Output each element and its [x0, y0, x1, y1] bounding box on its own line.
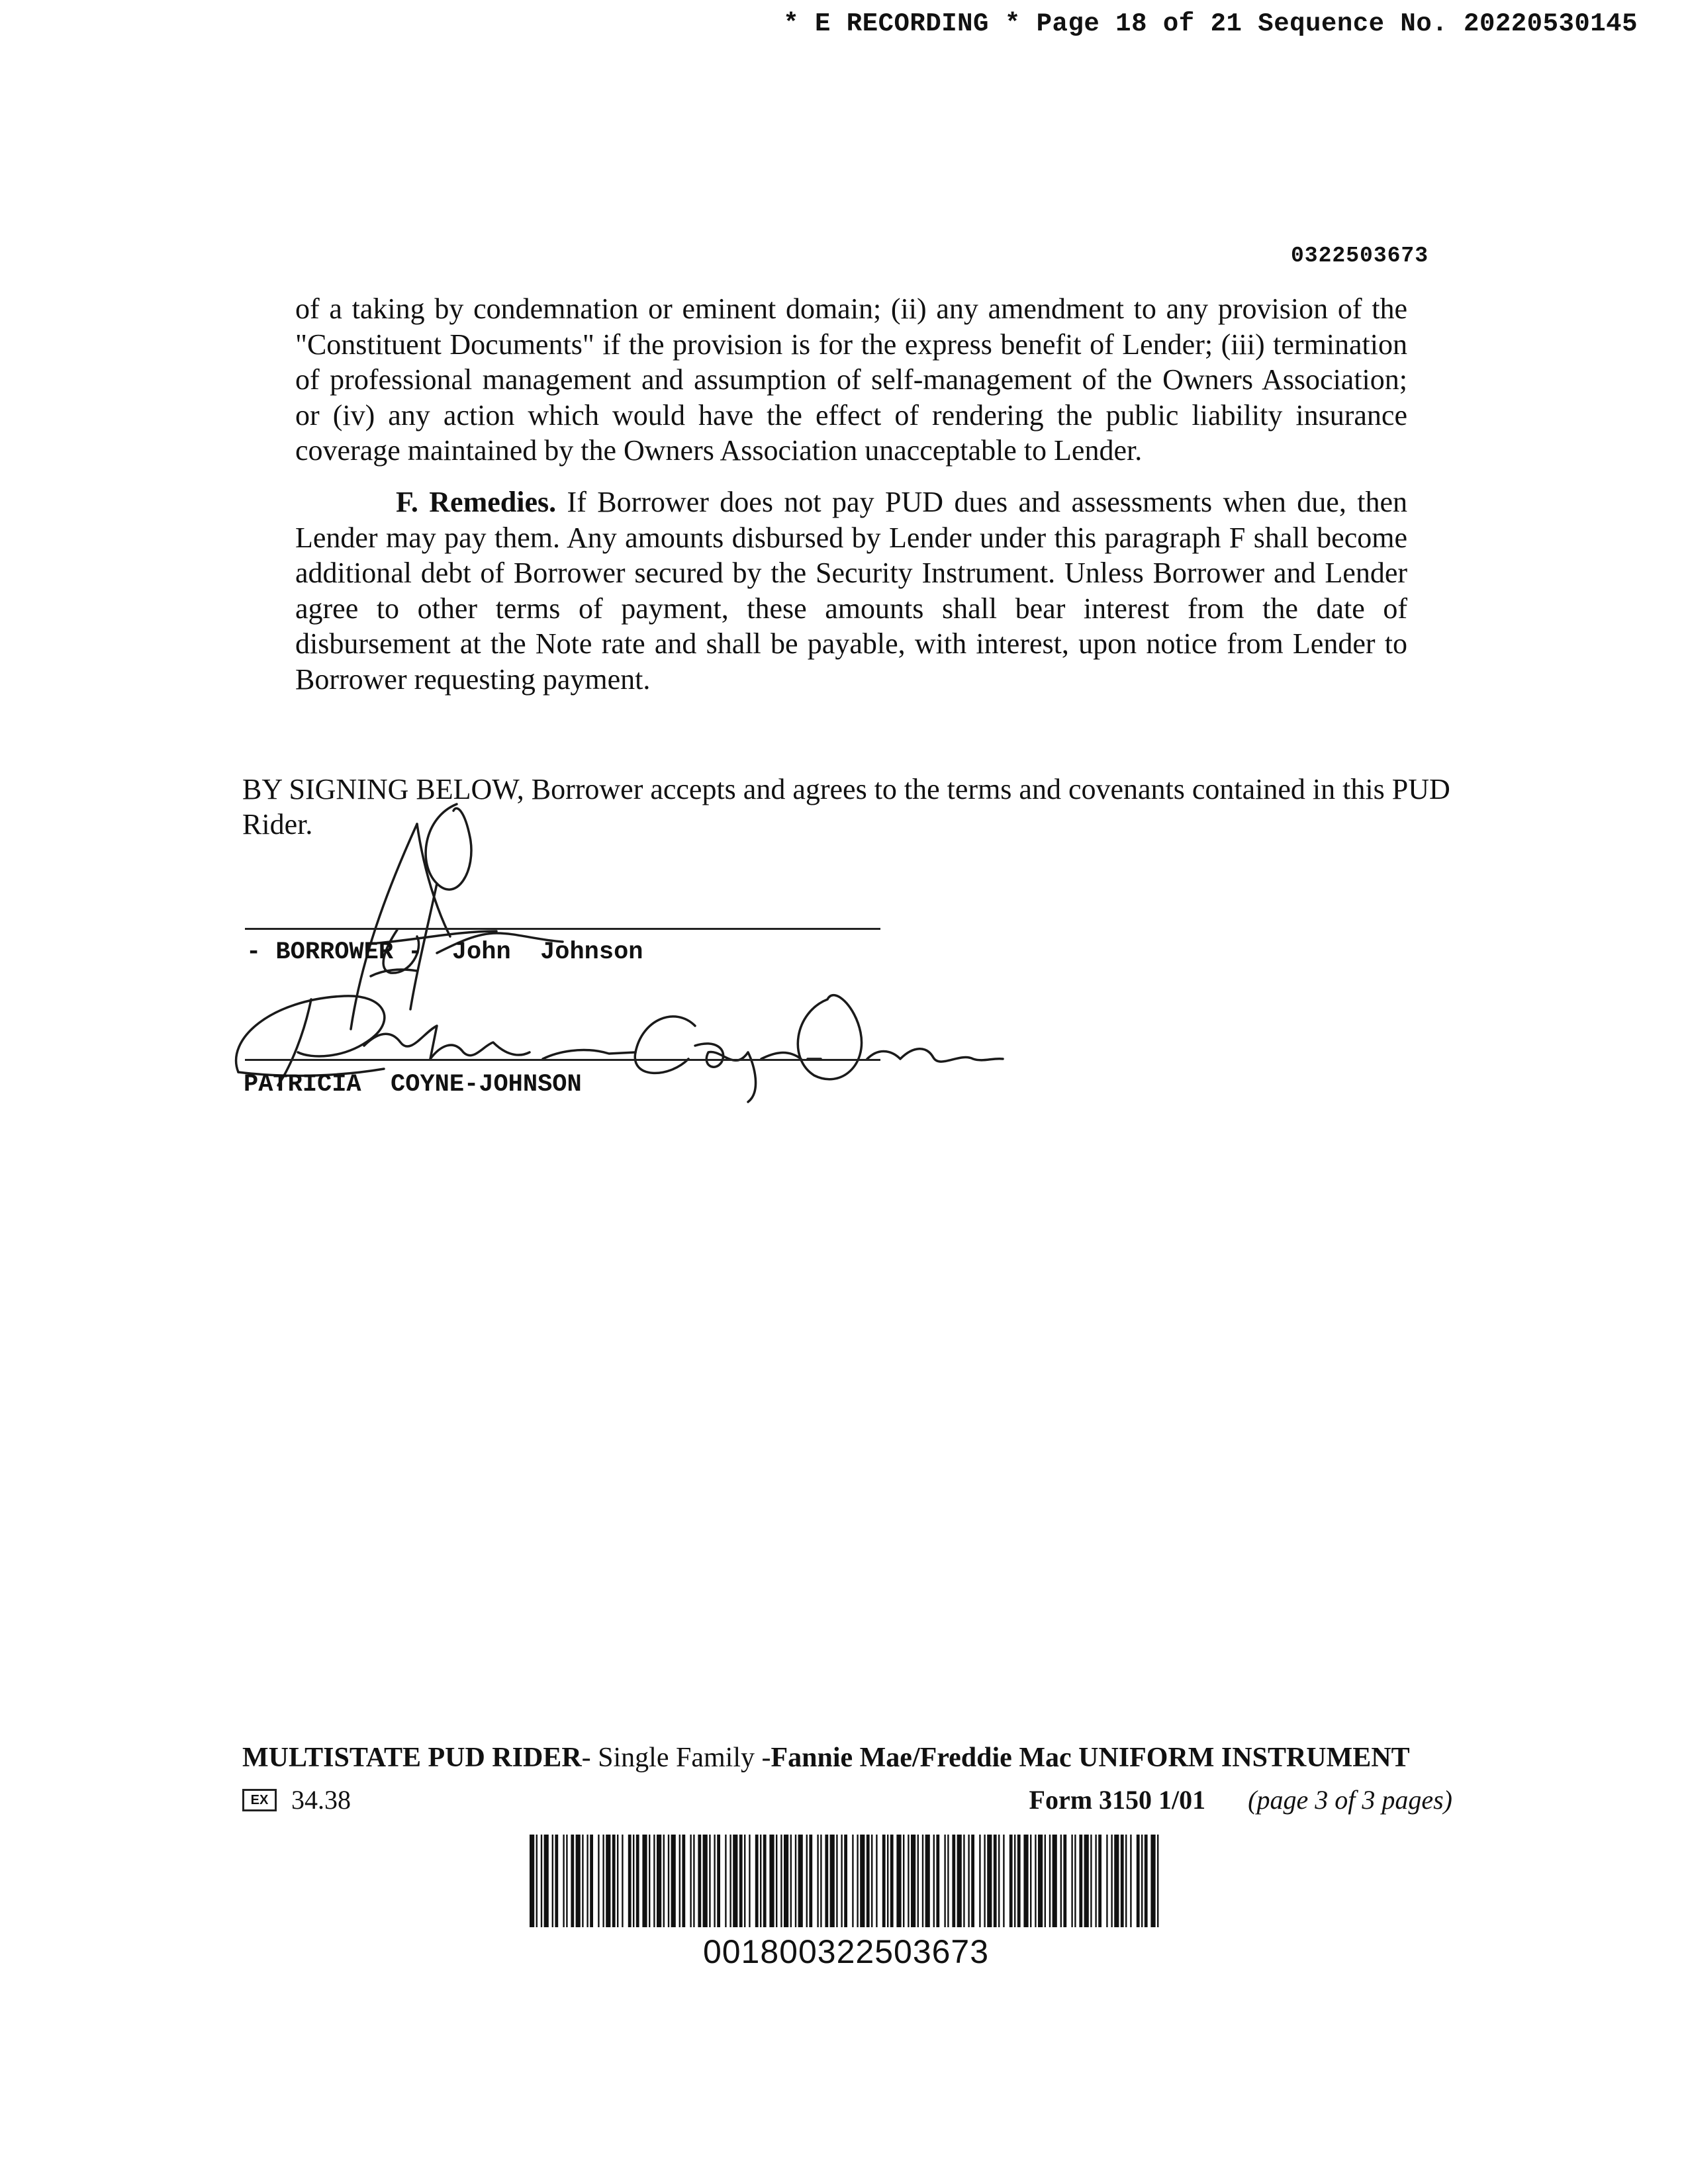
barcode-bar: [944, 1835, 945, 1927]
barcode-bar: [825, 1835, 828, 1927]
barcode-bar: [1157, 1835, 1158, 1927]
footer-form-info: [1029, 1784, 1452, 1815]
barcode-bar: [733, 1835, 737, 1927]
barcode-bar: [987, 1835, 992, 1927]
barcode-bar: [922, 1835, 923, 1927]
barcode-bar: [571, 1835, 574, 1927]
barcode-bar: [780, 1835, 782, 1927]
barcode-bar: [586, 1835, 588, 1927]
barcode-bar: [806, 1835, 808, 1927]
barcode-bar: [784, 1835, 788, 1927]
footer-title: [242, 1742, 1410, 1774]
barcode-bar: [703, 1835, 708, 1927]
barcode-bar: [1121, 1835, 1124, 1927]
barcode-bar: [1084, 1835, 1089, 1927]
barcode-bar: [963, 1835, 964, 1927]
barcode-bar: [544, 1835, 549, 1927]
barcode-bar: [622, 1835, 623, 1927]
barcode-bar: [739, 1835, 743, 1927]
barcode-bar: [653, 1835, 655, 1927]
signing-statement: BY SIGNING BELOW, Borrower accepts and agrees to the terms and covenants contained in this PUD Rider.: [242, 773, 1450, 841]
barcode-bar: [555, 1835, 558, 1927]
recording-header: * E RECORDING * Page 18 of 21 Sequence No. 20220530145: [783, 9, 1638, 38]
barcode-bar: [1095, 1835, 1096, 1927]
barcode-bar: [602, 1835, 604, 1927]
barcode-bar: [769, 1835, 774, 1927]
barcode-bar: [876, 1835, 877, 1927]
barcode-bar: [606, 1835, 610, 1927]
barcode-bar: [1150, 1835, 1155, 1927]
barcode-bar: [1137, 1835, 1140, 1927]
barcode-bar: [1003, 1835, 1004, 1927]
barcode-bar: [994, 1835, 997, 1927]
barcode-bar: [817, 1835, 818, 1927]
barcode-bar: [755, 1835, 759, 1927]
barcode-bar: [530, 1835, 534, 1927]
barcode-bar: [642, 1835, 647, 1927]
borrower-2-label: PATRICIA COYNE-JOHNSON: [244, 1071, 582, 1099]
barcode-bar: [1035, 1835, 1036, 1927]
barcode-bar: [657, 1835, 661, 1927]
barcode-bar: [998, 1835, 1000, 1927]
barcode-bar: [663, 1835, 665, 1927]
barcode-bar: [1098, 1835, 1102, 1927]
barcode-bar: [971, 1835, 974, 1927]
barcode-bar: [1053, 1835, 1057, 1927]
barcode-bar: [984, 1835, 985, 1927]
barcode-bar: [617, 1835, 618, 1927]
barcode-bar: [1030, 1835, 1031, 1927]
barcode-bar: [887, 1835, 888, 1927]
barcode-bar: [679, 1835, 680, 1927]
barcode-bar: [1141, 1835, 1143, 1927]
barcode-bar: [552, 1835, 553, 1927]
barcode-bar: [1017, 1835, 1021, 1927]
barcode-number: 001800322503673: [702, 1933, 990, 1970]
loan-number: 0322503673: [1291, 244, 1429, 268]
barcode-bar: [1014, 1835, 1015, 1927]
barcode-bar: [536, 1835, 538, 1927]
barcode-bar: [582, 1835, 583, 1927]
barcode-bar: [896, 1835, 901, 1927]
paragraph-remedies: [295, 484, 1407, 697]
footer-title-part-2: - Single Family -: [581, 1743, 771, 1773]
barcode-bar: [1125, 1835, 1127, 1927]
barcode-bar: [798, 1835, 803, 1927]
barcode-bar: [576, 1835, 581, 1927]
barcode-bar: [1063, 1835, 1066, 1927]
barcode-bar: [763, 1835, 767, 1927]
barcode-bar: [957, 1835, 962, 1927]
form-code-text: 34.38: [291, 1785, 351, 1815]
barcode-bar: [729, 1835, 731, 1927]
barcode-bar: [857, 1835, 858, 1927]
barcode-bar: [790, 1835, 792, 1927]
barcode-bar: [668, 1835, 669, 1927]
barcode-bar: [1045, 1835, 1046, 1927]
barcode-bar: [598, 1835, 599, 1927]
barcode-bar: [633, 1835, 634, 1927]
barcode-bar: [749, 1835, 750, 1927]
page-info: (page 3 of 3 pages): [1248, 1785, 1452, 1815]
barcode-bar: [698, 1835, 701, 1927]
barcode-bar: [1114, 1835, 1119, 1927]
footer-title-part-1: MULTISTATE PUD RIDER: [242, 1743, 582, 1773]
barcode-bar: [541, 1835, 542, 1927]
form-number: Form 3150 1/01: [1029, 1785, 1206, 1815]
barcode-bar: [890, 1835, 894, 1927]
barcode-bar: [908, 1835, 909, 1927]
barcode-bar: [760, 1835, 761, 1927]
barcode-bar: [1074, 1835, 1076, 1927]
barcode-bar: [1106, 1835, 1107, 1927]
barcode-bar: [820, 1835, 821, 1927]
barcode-bar: [690, 1835, 691, 1927]
borrower-1-label: - BORROWER - John Johnson: [246, 938, 643, 966]
barcode-bar: [841, 1835, 842, 1927]
barcode-bar: [903, 1835, 904, 1927]
barcode-bar: [1009, 1835, 1013, 1927]
barcode-bar: [925, 1835, 930, 1927]
barcode-bar: [717, 1835, 720, 1927]
barcode-bar: [947, 1835, 949, 1927]
barcode: [528, 1835, 1164, 1927]
barcode-bar: [952, 1835, 955, 1927]
barcode-bar: [671, 1835, 676, 1927]
barcode-bar: [917, 1835, 919, 1927]
barcode-bar: [693, 1835, 694, 1927]
barcode-bar: [979, 1835, 980, 1927]
barcode-bar: [1079, 1835, 1082, 1927]
paragraph-continued: of a taking by condemnation or eminent domain; (ii) any amendment to any provision of the "Constituent Documents" if the provision is for the express benefit of Lender; (iii) termination of professional management and assumption of self-management of the Owners Association; or (iv) any action which would have the effect of rendering the public liability insurance coverage maintained by the Owners Association unacceptable to Lender.: [295, 293, 1407, 467]
barcode-bar: [1023, 1835, 1028, 1927]
footer-form-code: [242, 1784, 351, 1815]
barcode-bar: [968, 1835, 969, 1927]
barcode-bar: [860, 1835, 865, 1927]
barcode-bar: [867, 1835, 870, 1927]
barcode-bar: [590, 1835, 593, 1927]
signature-line-borrower-1: [245, 928, 880, 930]
barcode-bar: [836, 1835, 837, 1927]
barcode-bar: [1111, 1835, 1112, 1927]
barcode-bar: [612, 1835, 616, 1927]
barcode-bar: [830, 1835, 835, 1927]
form-code-icon: EX: [242, 1789, 277, 1811]
remedies-text: If Borrower does not pay PUD dues and assessments when due, then Lender may pay them. Any amounts disbursed by Lender under this paragraph F shall become additional debt of Borrower secured by the Security Instrument. Unless Borrower and Lender agree to other terms of payment, these amounts shall bear interest from the date of disbursement at the Note rate and shall be payable, with interest, upon notice from Lender to Borrower requesting payment.: [295, 486, 1408, 696]
barcode-bar: [744, 1835, 745, 1927]
signature-line-borrower-2: [245, 1059, 880, 1061]
barcode-bar: [566, 1835, 567, 1927]
barcode-bar: [882, 1835, 886, 1927]
barcode-bar: [714, 1835, 715, 1927]
barcode-bar: [1130, 1835, 1131, 1927]
barcode-bar: [936, 1835, 939, 1927]
barcode-bar: [1071, 1835, 1072, 1927]
barcode-bar: [628, 1835, 632, 1927]
barcode-bar: [709, 1835, 710, 1927]
barcode-bar: [1145, 1835, 1148, 1927]
barcode-bar: [1090, 1835, 1092, 1927]
barcode-bar: [871, 1835, 872, 1927]
barcode-bar: [1060, 1835, 1062, 1927]
barcode-bar: [809, 1835, 812, 1927]
barcode-bar: [636, 1835, 639, 1927]
barcode-bar: [563, 1835, 564, 1927]
barcode-bar: [852, 1835, 853, 1927]
barcode-bar: [649, 1835, 650, 1927]
barcode-bar: [844, 1835, 847, 1927]
barcode-bar: [911, 1835, 915, 1927]
barcode-bar: [933, 1835, 935, 1927]
barcode-bar: [795, 1835, 796, 1927]
remedies-heading: F. Remedies.: [396, 486, 557, 518]
footer-title-part-3: Fannie Mae/Freddie Mac UNIFORM INSTRUMENT: [771, 1743, 1410, 1773]
barcode-bar: [682, 1835, 685, 1927]
barcode-bar: [1049, 1835, 1051, 1927]
barcode-bar: [1038, 1835, 1043, 1927]
barcode-bar: [776, 1835, 777, 1927]
barcode-bar: [725, 1835, 726, 1927]
